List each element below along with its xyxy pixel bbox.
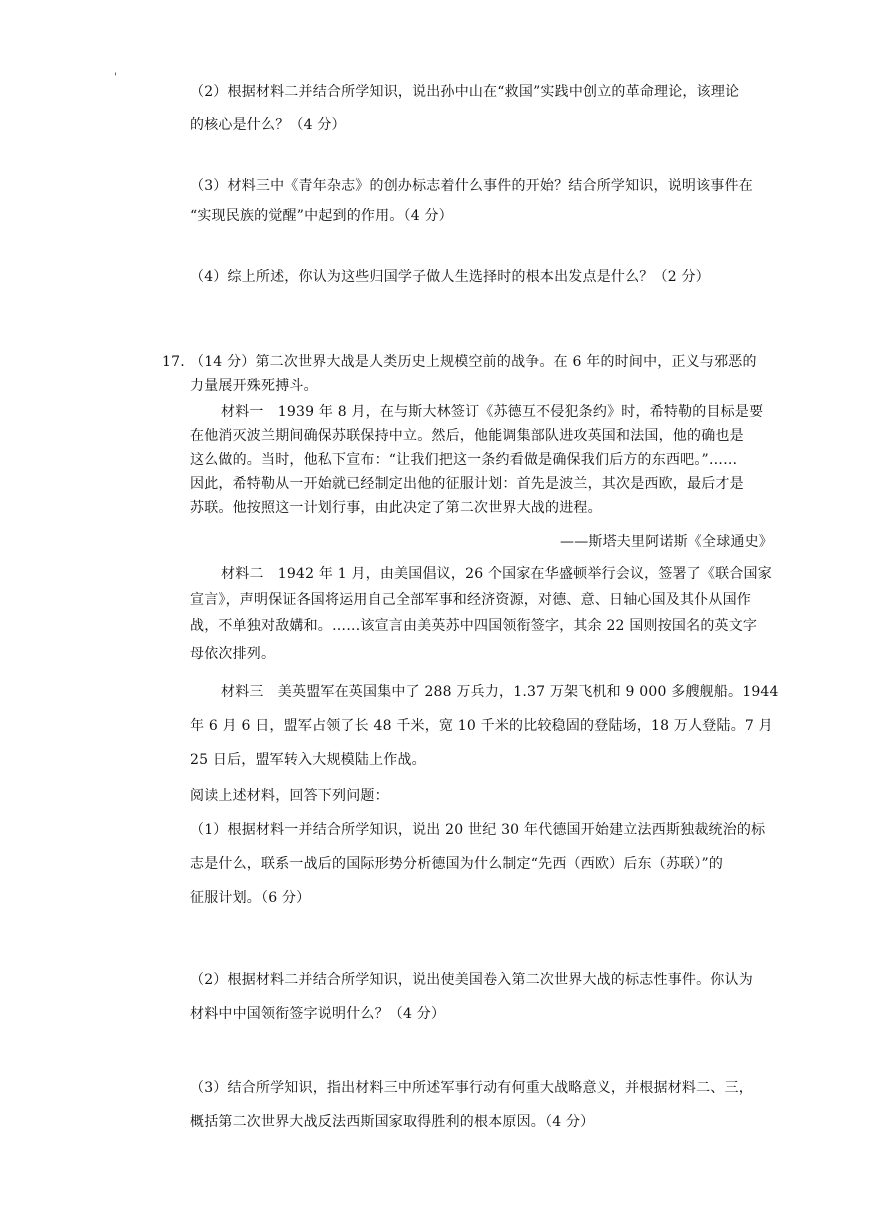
material-1-line4: 因此，希特勒从一开始就已经制定出他的征服计划：首先是波兰，其次是西欧，最后才是 bbox=[190, 476, 744, 492]
material-1-line5: 苏联。他按照这一计划行事，由此决定了第二次世界大战的进程。 bbox=[190, 500, 602, 516]
q17-sub1-line1: （1）根据材料一并结合所学知识，说出 20 世纪 30 年代德国开始建立法西斯独裁统治的标 bbox=[190, 822, 766, 838]
material-1-line2: 在他消灭波兰期间确保苏联保持中立。然后，他能调集部队进攻英国和法国，他的确也是 bbox=[190, 428, 744, 444]
q17-intro-line1: （14 分）第二次世界大战是人类历史上规模空前的战争。在 6 年的时间中，正义与邪恶的 bbox=[190, 354, 757, 370]
q16-sub2-line2: 的核心是什么？（4 分） bbox=[190, 117, 346, 133]
material-3-line3: 25 日后，盟军转入大规模陆上作战。 bbox=[190, 752, 426, 768]
material-1-source: ——斯塔夫里阿诺斯《全球通史》 bbox=[560, 534, 773, 550]
material-3-line2: 年 6 月 6 日，盟军占领了长 48 千米，宽 10 千米的比较稳固的登陆场，18 万人登陆。7 月 bbox=[190, 718, 773, 734]
q17-sub3-line1: （3）结合所学知识，指出材料三中所述军事行动有何重大战略意义，并根据材料二、三， bbox=[190, 1080, 753, 1096]
top-mark: ' bbox=[114, 72, 117, 83]
material-3-line1: 材料三 美英盟军在英国集中了 288 万兵力，1.37 万架飞机和 9 000 多艘舰船。1944 bbox=[221, 684, 779, 700]
material-2-line2: 宣言》，声明保证各国将运用自己全部军事和经济资源，对德、意、日轴心国及其仆从国作 bbox=[190, 592, 751, 608]
material-2-line1: 材料二 1942 年 1 月，由美国倡议，26 个国家在华盛顿举行会议，签署了《联合国家 bbox=[221, 566, 772, 582]
q17-sub2-line1: （2）根据材料二并结合所学知识，说出使美国卷入第二次世界大战的标志性事件。你认为 bbox=[190, 972, 753, 988]
q16-sub3-line1: （3）材料三中《青年杂志》的创办标志着什么事件的开始？结合所学知识，说明该事件在 bbox=[190, 178, 753, 194]
material-2-line3: 战，不单独对敌媾和。……该宣言由美英苏中四国领衔签字，其余 22 国则按国名的英文字 bbox=[190, 618, 758, 634]
q17-number: 17. bbox=[162, 354, 185, 370]
q17-sub2-line2: 材料中中国领衔签字说明什么？（4 分） bbox=[190, 1006, 446, 1022]
q17-sub3-line2: 概括第二次世界大战反法西斯国家取得胜利的根本原因。（4 分） bbox=[190, 1114, 595, 1130]
material-1-line3: 这么做的。当时，他私下宣布：“让我们把这一条约看做是确保我们后方的东西吧。”…… bbox=[190, 452, 738, 468]
q16-sub3-line2: “实现民族的觉醒”中起到的作用。（4 分） bbox=[190, 208, 453, 224]
q16-sub2-line1: （2）根据材料二并结合所学知识，说出孙中山在“救国”实践中创立的革命理论，该理论 bbox=[190, 84, 740, 100]
material-1-line1: 材料一 1939 年 8 月，在与斯大林签订《苏德互不侵犯条约》时，希特勒的目标是要 bbox=[221, 404, 764, 420]
q17-sub1-line2: 志是什么，联系一战后的国际形势分析德国为什么制定“先西（西欧）后东（苏联）”的 bbox=[190, 856, 724, 872]
q17-sub1-line3: 征服计划。（6 分） bbox=[190, 890, 311, 906]
q17-intro-line2: 力量展开殊死搏斗。 bbox=[190, 378, 318, 394]
q16-sub4-line1: （4）综上所述，你认为这些归国学子做人生选择时的根本出发点是什么？（2 分） bbox=[190, 269, 710, 285]
q17-instruction: 阅读上述材料，回答下列问题： bbox=[190, 788, 389, 804]
material-2-line4: 母依次排列。 bbox=[190, 646, 276, 662]
